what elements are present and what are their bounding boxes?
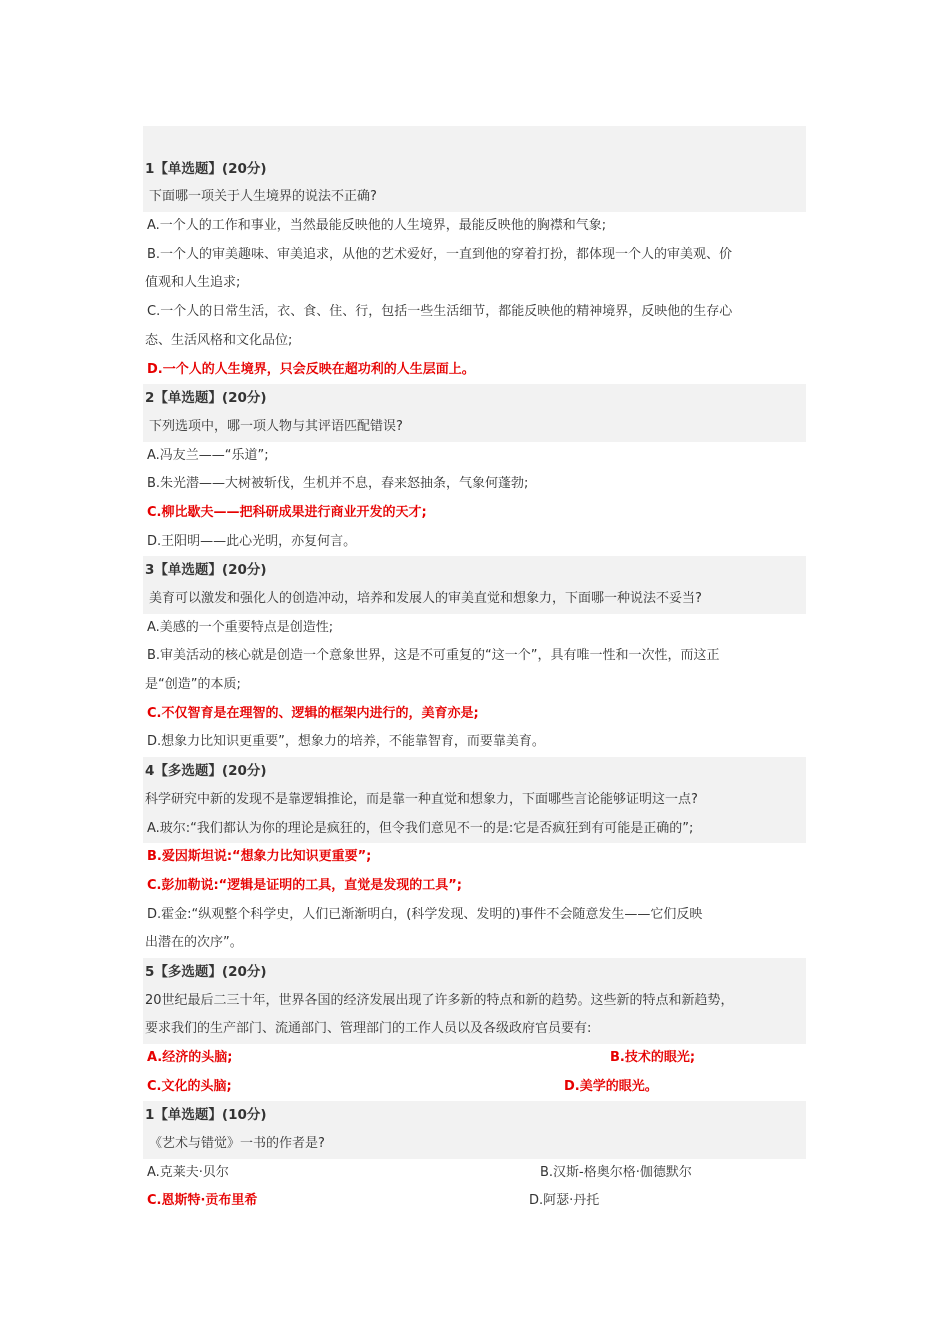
question-1-option-b-cont: 值观和人生追求;: [145, 275, 241, 291]
question-1-option-b[interactable]: B.一个人的审美趣味、审美追求，从他的艺术爱好，一直到他的穿着打扮，都体现一个人的审美观、价: [147, 246, 733, 262]
question-6-option-c[interactable]: C.恩斯特·贡布里希: [147, 1193, 258, 1209]
question-3-header: 3【单选题】(20分): [143, 556, 806, 585]
question-6-options-row2: [143, 1187, 806, 1216]
question-2-option-a[interactable]: A.冯友兰——“乐道”;: [147, 447, 269, 463]
question-4-option-b[interactable]: B.爱因斯坦说:“想象力比知识更重要”;: [147, 849, 372, 865]
question-1-option-a[interactable]: A.一个人的工作和事业，当然最能反映他的人生境界，最能反映他的胸襟和气象;: [147, 218, 607, 234]
question-6-header: 1【单选题】(10分): [143, 1101, 806, 1130]
question-5-options-row2: [143, 1073, 806, 1102]
question-3-option-c[interactable]: C.不仅智育是在理智的、逻辑的框架内进行的，美育亦是;: [147, 705, 479, 721]
question-1-option-d[interactable]: D.一个人的人生境界，只会反映在超功利的人生层面上。: [147, 361, 475, 377]
question-6-options-row1: [143, 1159, 806, 1188]
question-5-options-row1: [143, 1044, 806, 1073]
question-2-option-b[interactable]: B.朱光潜——大树被斩伐，生机并不息，春来怒抽条，气象何蓬勃;: [147, 476, 529, 492]
top-banner: [143, 126, 806, 155]
question-3-option-a[interactable]: A.美感的一个重要特点是创造性;: [147, 619, 334, 635]
question-4-option-d[interactable]: D.霍金:“纵观整个科学史，人们已渐渐明白，(科学发现、发明的)事件不会随意发生——它们反映: [147, 906, 703, 922]
question-5-stem-line1: 20世纪最后二三十年，世界各国的经济发展出现了许多新的特点和新的趋势。这些新的特点和新趋势，: [143, 987, 806, 1016]
question-2-header: 2【单选题】(20分): [143, 384, 806, 413]
question-1-header: 1【单选题】(20分): [143, 155, 806, 184]
question-6-option-d[interactable]: D.阿瑟·丹托: [529, 1193, 600, 1209]
question-5-option-c[interactable]: C.文化的头脑;: [147, 1078, 232, 1094]
question-5-option-d[interactable]: D.美学的眼光。: [564, 1078, 658, 1094]
question-2-option-c[interactable]: C.柳比歇夫——把科研成果进行商业开发的天才;: [147, 504, 427, 520]
question-3-option-b-cont: 是“创造”的本质;: [145, 677, 241, 693]
question-2-stem: 下列选项中，哪一项人物与其评语匹配错误?: [143, 413, 806, 442]
question-4-option-c[interactable]: C.彭加勒说:“逻辑是证明的工具，直觉是发现的工具”;: [147, 877, 462, 893]
question-3-option-d[interactable]: D.想象力比知识更重要”，想象力的培养，不能靠智育，而要靠美育。: [147, 734, 545, 750]
question-5-stem-line2: 要求我们的生产部门、流通部门、管理部门的工作人员以及各级政府官员要有:: [143, 1015, 806, 1044]
question-6-stem: 《艺术与错觉》一书的作者是?: [143, 1130, 806, 1159]
question-4-option-d-cont: 出潜在的次序”。: [145, 935, 243, 951]
question-5-option-a[interactable]: A.经济的头脑;: [147, 1050, 233, 1065]
question-6-option-b[interactable]: B.汉斯-格奥尔格·伽德默尔: [540, 1164, 692, 1180]
question-1-option-c[interactable]: C.一个人的日常生活，衣、食、住、行，包括一些生活细节，都能反映他的精神境界，反映他的生存心: [147, 304, 733, 320]
question-6-option-a[interactable]: A.克莱夫·贝尔: [147, 1164, 229, 1180]
question-3-stem: 美育可以激发和强化人的创造冲动，培养和发展人的审美直觉和想象力，下面哪一种说法不妥当?: [143, 585, 806, 614]
question-5-header: 5【多选题】(20分): [143, 958, 806, 987]
quiz-content: [143, 126, 806, 1216]
question-2-option-d[interactable]: D.王阳明——此心光明，亦复何言。: [147, 533, 357, 549]
question-5-option-b[interactable]: B.技术的眼光;: [610, 1050, 696, 1065]
question-4-header: 4【多选题】(20分): [143, 757, 806, 786]
question-1-stem: 下面哪一项关于人生境界的说法不正确?: [143, 183, 806, 212]
question-1-option-c-cont: 态、生活风格和文化品位;: [145, 332, 293, 348]
question-3-option-b[interactable]: B.审美活动的核心就是创造一个意象世界，这是不可重复的“这一个”，具有唯一性和一次性，而这正: [147, 648, 720, 664]
question-4-option-a[interactable]: A.玻尔:“我们都认为你的理论是疯狂的，但令我们意见不一的是:它是否疯狂到有可能是正确的”;: [143, 815, 806, 844]
question-4-stem: 科学研究中新的发现不是靠逻辑推论，而是靠一种直觉和想象力，下面哪些言论能够证明这一点?: [143, 786, 806, 815]
